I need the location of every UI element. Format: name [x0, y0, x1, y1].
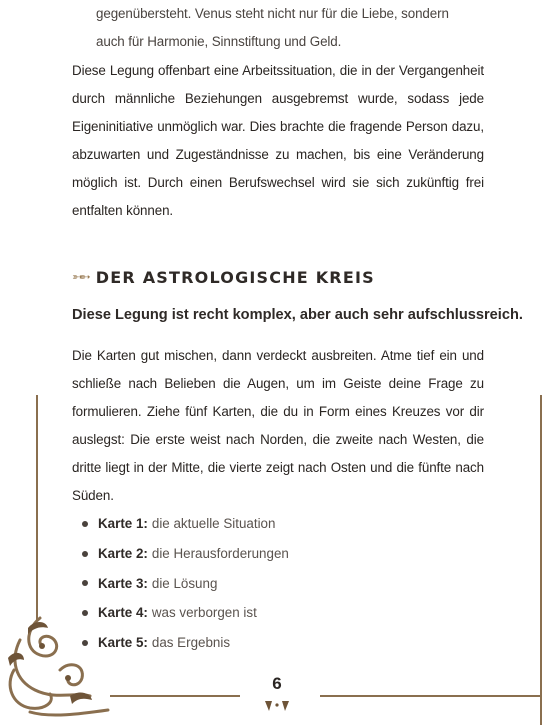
frame-line-right: [540, 395, 542, 725]
card-meaning: die Herausforderungen: [151, 546, 289, 562]
card-label: Karte 4:: [98, 605, 148, 621]
bullet-icon: [82, 551, 88, 557]
arrow-icon: ➳➳: [72, 269, 88, 284]
card-label: Karte 5:: [98, 635, 148, 651]
footer-line-left: [110, 695, 240, 697]
card-meaning: was verborgen ist: [151, 605, 257, 621]
paragraph-1: Diese Legung offenbart eine Arbeitssituation, die in der Vergangenheit durch männliche Beziehungen ausgebremst wurde, sodass jede Eigeninitiative unmöglich war. Dies brachte die fragende Person dazu, abzuwarten und Zugeständnisse zu machen, bis eine Veränderung möglich ist. Durch einen Berufswechsel wird sie sich zukünftig frei entfalten können.: [72, 63, 484, 218]
card-meaning: die aktuelle Situation: [151, 516, 276, 532]
card-label: Karte 3:: [98, 575, 148, 591]
card-label: Karte 1:: [98, 516, 148, 532]
ornament-flourish-icon: [0, 610, 110, 720]
bullet-icon: [82, 521, 88, 527]
card-label: Karte 2:: [98, 546, 148, 562]
intro-text: [96, 0, 484, 56]
card-meaning: das Ergebnis: [151, 635, 231, 651]
intro-line-2: auch für Harmonie, Sinnstiftung und Geld.: [96, 34, 342, 49]
list-item: [72, 509, 289, 539]
page-ornament-icon: [262, 699, 292, 713]
paragraph-2: Die Karten gut mischen, dann verdeckt ausbreiten. Atme tief ein und schließe nach Belieben die Augen, um im Geiste deine Frage zu formulieren. Ziehe fünf Karten, die du in Form eines Kreuzes vor dir auslegst: Die erste weist nach Norden, die zweite nach Westen, die dritte liegt in der Mitte, die vierte zeigt nach Osten und die fünfte nach Süden.: [72, 348, 484, 503]
section-heading: [72, 262, 375, 292]
list-item: [72, 539, 289, 569]
bullet-icon: [82, 580, 88, 586]
footer-line-right: [320, 695, 542, 697]
list-item: [72, 568, 289, 598]
page-number: 6: [272, 674, 282, 693]
card-meaning: die Lösung: [151, 575, 218, 591]
section-title: DER ASTROLOGISCHE KREIS: [95, 267, 375, 287]
intro-line-1: gegenübersteht. Venus steht nicht nur für die Liebe, sondern: [96, 6, 449, 21]
section-subtitle: Diese Legung ist recht komplex, aber auch sehr aufschlussreich.: [72, 307, 523, 323]
frame-line-left: [36, 395, 38, 620]
